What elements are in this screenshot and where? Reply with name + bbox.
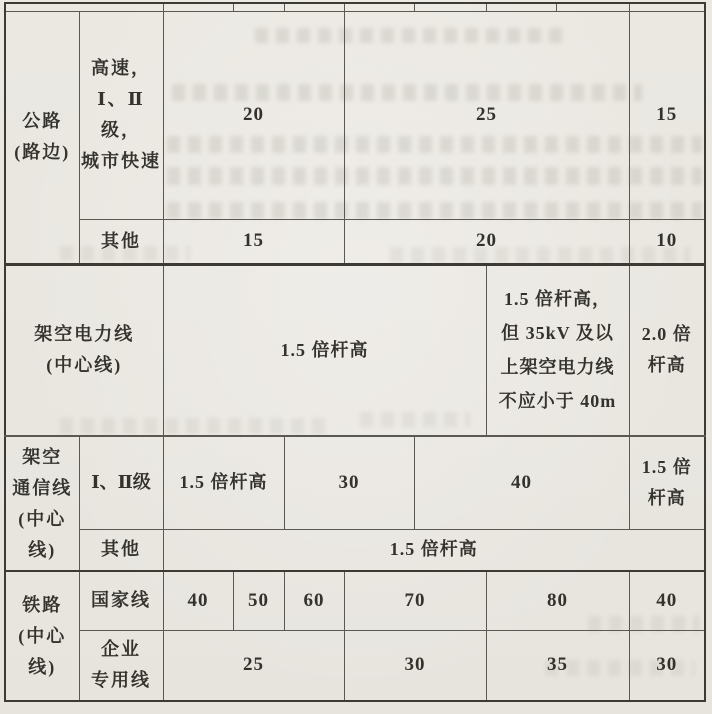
railway-sublabel-national: 国家线 (79, 571, 163, 630)
row-label-railway (5, 571, 79, 701)
railway-enterprise-value-1: 25 (163, 630, 344, 701)
truncated-cell (163, 3, 233, 11)
power-value-2-line: 上架空电力线 (500, 357, 615, 378)
safety-clearance-table (4, 2, 706, 702)
road-highway-row (5, 11, 705, 219)
truncated-cell (629, 3, 705, 11)
truncated-cell (284, 3, 344, 11)
row-label-telecom-line (5, 436, 79, 571)
telecom-grade-value-4-line: 杆高 (647, 487, 686, 508)
telecom-grade-value-4-line: 1.5 倍 (641, 456, 692, 477)
telecom-label-line: 架空 (22, 446, 63, 467)
power-value-2-line: 但 35kV 及以 (501, 323, 614, 344)
road-other-value-1: 15 (163, 219, 344, 264)
telecom-grade-value-4 (629, 436, 705, 529)
telecom-label-line: (中心线) (18, 508, 67, 560)
power-value-3-line: 2.0 倍 (641, 324, 692, 345)
power-label-line: 架空电力线 (34, 324, 135, 345)
row-label-power-line (5, 264, 163, 436)
telecom-other-value-1: 1.5 倍杆高 (163, 529, 705, 571)
power-value-2-line: 1.5 倍杆高， (504, 289, 611, 310)
power-value-3 (629, 264, 705, 436)
railway-sublabel-enterprise (79, 630, 163, 701)
road-sublabel-other: 其他 (79, 219, 163, 264)
telecom-grade-value-2: 30 (284, 436, 414, 529)
truncated-top-row (5, 3, 705, 11)
power-value-2-line: 不应小于 40m (498, 391, 617, 412)
telecom-label-line: 通信线 (12, 477, 73, 498)
highway-label-line: Ⅰ、Ⅱ级， (97, 89, 145, 140)
power-value-1: 1.5 倍杆高 (163, 264, 486, 436)
road-highway-value-1: 20 (163, 11, 344, 219)
railway-national-value-2: 50 (233, 571, 284, 630)
road-other-row (5, 219, 705, 264)
telecom-grade-row (5, 436, 705, 529)
road-label-line: 公路 (22, 111, 63, 131)
truncated-cell (5, 3, 163, 11)
highway-label-line: 城市快速 (81, 151, 161, 171)
railway-label-line: (中心线) (18, 625, 67, 677)
railway-enterprise-row (5, 630, 705, 701)
telecom-sublabel-other: 其他 (79, 529, 163, 571)
highway-label-line: 高速， (91, 58, 151, 78)
road-highway-value-2: 25 (344, 11, 629, 219)
railway-national-value-4: 70 (344, 571, 486, 630)
telecom-grade-value-3: 40 (414, 436, 629, 529)
railway-national-value-5: 80 (486, 571, 629, 630)
road-other-value-2: 20 (344, 219, 629, 264)
railway-label-line: 铁路 (22, 594, 63, 615)
railway-enterprise-value-3: 35 (486, 630, 629, 701)
enterprise-label-line: 专用线 (91, 670, 151, 691)
power-value-3-line: 杆高 (647, 355, 686, 376)
telecom-other-row (5, 529, 705, 571)
table-sheet (4, 2, 704, 702)
railway-national-value-6: 40 (629, 571, 705, 630)
railway-national-value-1: 40 (163, 571, 233, 630)
railway-enterprise-value-4: 30 (629, 630, 705, 701)
road-sublabel-highway (79, 11, 163, 219)
railway-national-value-3: 60 (284, 571, 344, 630)
truncated-cell (233, 3, 284, 11)
telecom-grade-value-1: 1.5 倍杆高 (163, 436, 284, 529)
railway-national-row (5, 571, 705, 630)
row-label-road (5, 11, 79, 264)
road-other-value-3: 10 (629, 219, 705, 264)
truncated-cell (556, 3, 629, 11)
power-line-row (5, 264, 705, 436)
power-label-line: (中心线) (46, 355, 123, 376)
road-label-line: (路边) (14, 142, 71, 162)
power-value-2 (486, 264, 629, 436)
railway-enterprise-value-2: 30 (344, 630, 486, 701)
truncated-cell (486, 3, 556, 11)
truncated-cell (344, 3, 414, 11)
enterprise-label-line: 企业 (101, 639, 141, 660)
truncated-cell (414, 3, 486, 11)
telecom-sublabel-grade: Ⅰ、Ⅱ级 (79, 436, 163, 529)
road-highway-value-3: 15 (629, 11, 705, 219)
